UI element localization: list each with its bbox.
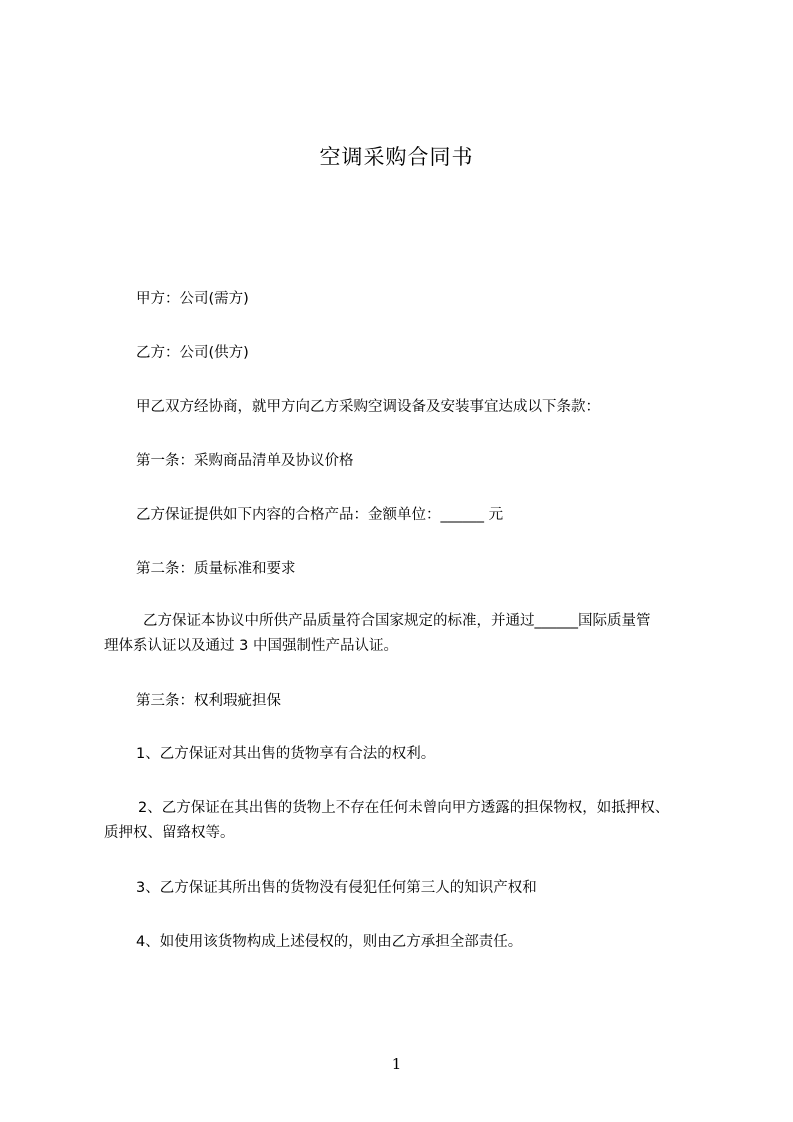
intro-paragraph: 甲乙双方经协商，就甲方向乙方采购空调设备及安装事宜达成以下条款： <box>136 399 600 415</box>
page-number: 1 <box>391 1055 402 1073</box>
party-b-line: 乙方：公司(供方) <box>136 345 249 361</box>
clause-2-line-2: 质押权、留臵权等。 <box>104 825 235 841</box>
article-3-heading: 第三条：权利瑕疵担保 <box>136 693 281 709</box>
article-2-text-line-1: 乙方保证本协议中所供产品质量符合国家规定的标准，并通过______国际质量管 <box>143 613 651 629</box>
article-2-heading: 第二条：质量标准和要求 <box>136 561 296 577</box>
clause-1: 1、乙方保证对其出售的货物享有合法的权利。 <box>136 746 436 762</box>
article-1-text: 乙方保证提供如下内容的合格产品：金额单位：______ 元 <box>136 507 504 523</box>
party-a-line: 甲方：公司(需方) <box>136 291 249 307</box>
clause-4: 4、如使用该货物构成上述侵权的，则由乙方承担全部责任。 <box>136 934 523 950</box>
clause-3: 3、乙方保证其所出售的货物没有侵犯任何第三人的知识产权和 <box>136 880 537 896</box>
article-2-text-line-2: 理体系认证以及通过 3 中国强制性产品认证。 <box>104 638 398 654</box>
clause-2-line-1: 2、乙方保证在其出售的货物上不存在任何未曾向甲方透露的担保物权，如抵押权、 <box>138 800 670 816</box>
document-title: 空调采购合同书 <box>319 145 474 169</box>
article-1-heading: 第一条：采购商品清单及协议价格 <box>136 453 354 469</box>
